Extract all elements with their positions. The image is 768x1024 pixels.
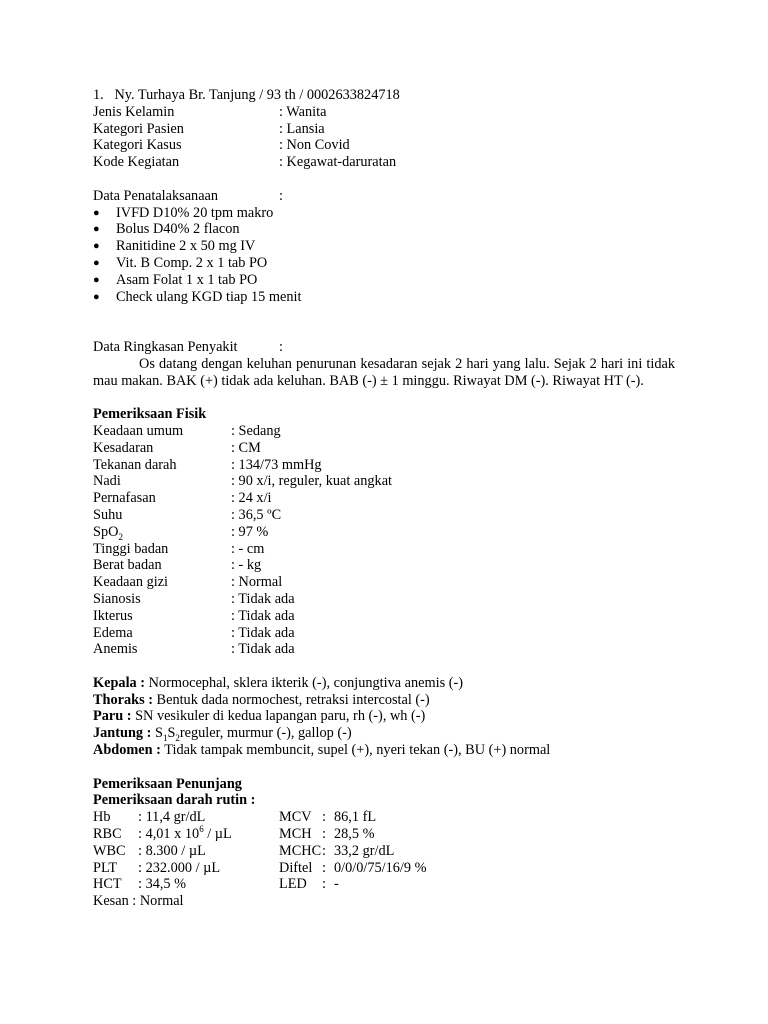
lab-value: : 4,01 x $10^6$ / µL [138,824,232,843]
list-item [93,221,675,238]
lab-value: : 232.000 / µL [138,859,221,876]
fisik-row [93,524,675,541]
fisik-label: Suhu [93,506,123,523]
fisik-row [93,473,675,490]
jantung-s2: S [167,725,176,742]
fisik-value: : Normal [231,574,283,591]
spo2-text: SpO [93,523,119,540]
jantung-sub1: 1 [162,733,168,744]
list-item-text: Check ulang KGD tiap 15 menit [116,288,302,305]
ringkasan-colon: : [279,338,283,355]
list-item [93,238,675,255]
fisik-row [93,641,675,658]
field-label: Kategori Kasus [93,137,182,154]
bullet-icon: ● [93,223,100,236]
paru-label: Paru : [93,708,132,725]
list-item-text: IVFD D10% 20 tpm makro [116,204,274,221]
field-label: Kategori Pasien [93,120,184,137]
penunjang-title: Pemeriksaan Penunjang [93,775,242,792]
jantung-sub2: 2 [175,733,180,744]
bullet-icon: ● [93,256,100,269]
rbc-exponent: 6 [199,824,204,835]
paru-value: SN vesikuler di kedua lapangan paru, rh (-), wh (-) [131,708,426,725]
fisik-label: Sianosis [93,590,141,607]
penatalaksanaan-label: Data Penatalaksanaan [93,187,219,204]
fisik-row [93,507,675,524]
jantung-row [93,725,675,742]
penatalaksanaan-heading [93,188,675,205]
fisik-value: : Tidak ada [231,624,295,641]
fisik-row [93,625,675,642]
fisik-label: Edema [93,624,133,641]
list-item-text: Vit. B Comp. 2 x 1 tab PO [116,254,268,271]
fisik-label: Pernafasan [93,490,156,507]
list-item-text: Ranitidine 2 x 50 mg IV [116,238,256,255]
lab-label: WBC [93,842,126,859]
list-item [93,289,675,306]
lab-colon: : [322,826,326,843]
jantung-s1: S [154,725,163,742]
list-item [93,272,675,289]
lab-row [93,843,675,860]
field-value: : Kegawat-daruratan [279,154,397,171]
fisik-value: : Tidak ada [231,607,295,624]
fisik-label: Keadaan gizi [93,574,169,591]
lab-colon: : [322,842,326,859]
lab-row [93,876,675,893]
lab-label: Diftel [279,859,313,876]
lab-value: - [334,876,339,893]
jantung-label: Jantung : [93,725,152,742]
lab-row [93,826,675,843]
fisik-label: Tinggi badan [93,540,169,557]
field-row [93,137,675,154]
field-row [93,121,675,138]
ringkasan-paragraph: Os datang dengan keluhan penurunan kesadaran sejak 2 hari yang lalu. Sejak 2 hari ini tidak mau makan. BAK (+) tidak ada keluhan. BAB (-) ± 1 minggu. Riwayat DM (-). Riwayat HT (-). [93,355,675,389]
lab-row [93,809,675,826]
fisik-value: : 134/73 mmHg [231,456,322,473]
paru-row [93,708,675,725]
lab-colon: : [322,809,326,826]
abdomen-value: Tidak tampak membuncit, supel (+), nyeri tekan (-), BU (+) normal [160,742,551,759]
lab-label: RBC [93,826,122,843]
lab-value: 0/0/0/75/16/9 % [334,859,427,876]
kepala-row [93,675,675,692]
fisik-label: Ikterus [93,607,133,624]
fisik-row [93,591,675,608]
lab-value: 28,5 % [334,826,375,843]
kepala-value: Normocephal, sklera ikterik (-), conjungtiva anemis (-) [145,674,464,691]
thoraks-value: Bentuk dada normochest, retraksi intercostal (-) [152,691,430,708]
field-label: Jenis Kelamin [93,103,175,120]
fisik-value: : 24 x/i [231,490,272,507]
lab-colon: : [322,859,326,876]
field-label: Kode Kegiatan [93,154,180,171]
fisik-value: : - cm [231,540,265,557]
fisik-title: Pemeriksaan Fisik [93,406,207,423]
bullet-icon: ● [93,240,100,253]
fisik-row [93,423,675,440]
field-value: : Non Covid [279,137,350,154]
field-row [93,154,675,171]
fisik-value: : Tidak ada [231,590,295,607]
fisik-label: Keadaan umum [93,422,184,439]
field-value: : Wanita [279,103,327,120]
bullet-icon: ● [93,273,100,286]
fisik-value: : CM [231,439,261,456]
lab-label: HCT [93,876,122,893]
fisik-row [93,457,675,474]
patient-header: 1. Ny. Turhaya Br. Tanjung / 93 th / 0002633824718 [93,87,400,103]
fisik-row [93,557,675,574]
bullet-icon: ● [93,290,100,303]
ringkasan-label: Data Ringkasan Penyakit [93,338,238,355]
lab-value: 86,1 fL [334,809,377,826]
fisik-value: : Sedang [231,422,281,439]
lab-label: LED [279,876,307,893]
bullet-icon: ● [93,206,100,219]
lab-value: : 11,4 gr/dL [138,809,206,826]
fisik-row [93,574,675,591]
lab-label: PLT [93,859,118,876]
lab-label: MCHC [279,842,322,859]
lab-value: 33,2 gr/dL [334,842,395,859]
fisik-label: Nadi [93,473,121,490]
lab-label: Hb [93,809,111,826]
fisik-label [93,524,123,541]
jantung-value: reguler, murmur (-), gallop (-) [179,725,352,742]
penatalaksanaan-colon: : [279,187,283,204]
list-item-text: Asam Folat 1 x 1 tab PO [116,271,258,288]
fisik-value: : 97 % [231,523,269,540]
fisik-label: Kesadaran [93,439,154,456]
darah-rutin-title: Pemeriksaan darah rutin : [93,792,256,809]
lab-label: MCH [279,826,312,843]
lab-label: MCV [279,809,312,826]
spo2-subscript: 2 [118,531,123,542]
list-item [93,205,675,222]
list-item-text: Bolus D40% 2 flacon [116,221,240,238]
fisik-row [93,440,675,457]
abdomen-row [93,742,675,759]
fisik-label: Anemis [93,641,138,658]
field-value: : Lansia [279,120,325,137]
fisik-label: Berat badan [93,557,162,574]
fisik-value: : - kg [231,557,262,574]
document-page [93,87,675,910]
fisik-row [93,490,675,507]
lab-value: : 34,5 % [138,876,187,893]
fisik-value: : 90 x/i, reguler, kuat angkat [231,473,393,490]
kesan-line: Kesan : Normal [93,893,184,910]
fisik-value: : Tidak ada [231,641,295,658]
fisik-value: : 36,5 ºC [231,506,282,523]
abdomen-label: Abdomen : [93,742,161,759]
lab-colon: : [322,876,326,893]
list-item [93,255,675,272]
fisik-label: Tekanan darah [93,456,177,473]
fisik-row [93,541,675,558]
ringkasan-heading [93,339,675,356]
fisik-row [93,608,675,625]
field-row [93,104,675,121]
kepala-label: Kepala : [93,674,146,691]
thoraks-label: Thoraks : [93,691,153,708]
lab-row [93,860,675,877]
lab-value: : 8.300 / µL [138,842,206,859]
thoraks-row [93,692,675,709]
